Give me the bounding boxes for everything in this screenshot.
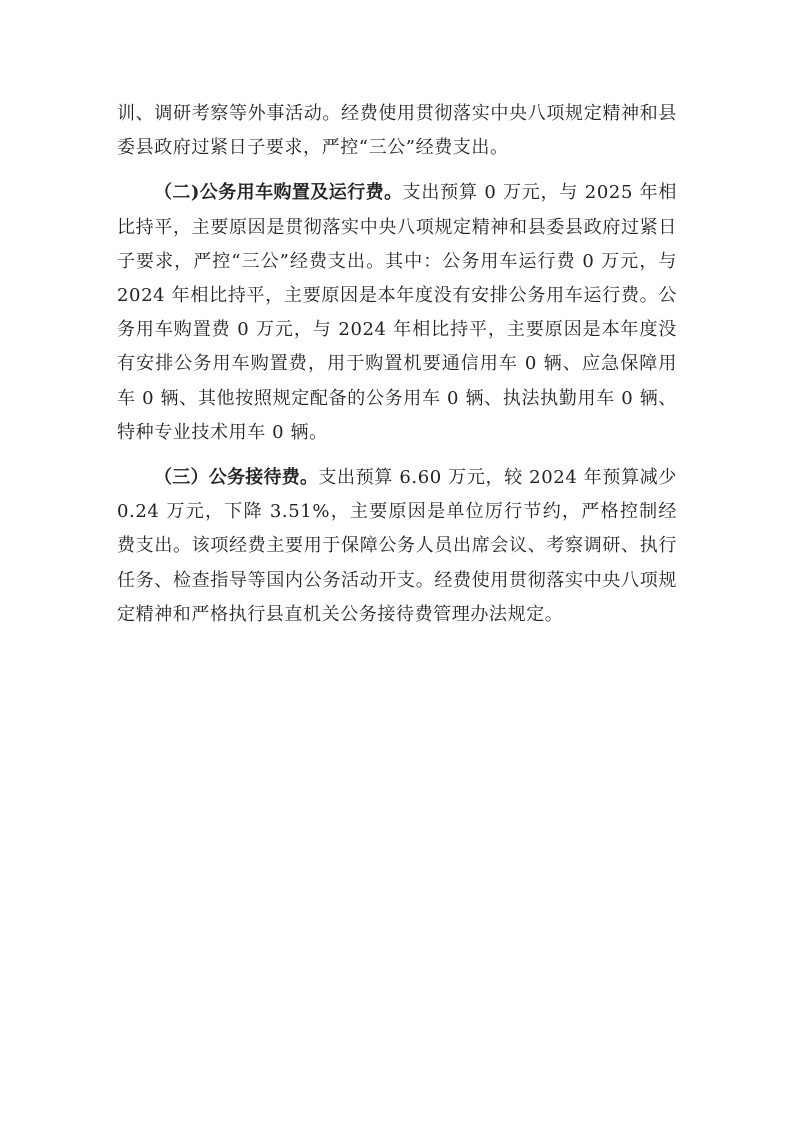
paragraph-reception-costs: [117, 461, 677, 632]
paragraph-2-text: 支出预算 0 万元，与 2025 年相比持平，主要原因是贯彻落实中央八项规定精神和县委县政府过紧日子要求，严控“三公”经费支出。其中：公务用车运行费 0 万元，与 2024 年相比持平，主要原因是本年度没有安排公务用车运行费。公务用车购置费 0 万元，与 2024 年相比持平，主要原因是本年度没有安排公务用车购置费，用于购置机要通信用车 0 辆、应急保障用车 0 辆、其他按照规定配备的公务用车 0 辆、执法执勤用车 0 辆、特种专业技术用车 0 辆。: [117, 182, 677, 443]
section-heading-reception: （三）公务接待费。: [154, 467, 319, 489]
paragraph-vehicle-costs: [117, 176, 677, 450]
document-body: [117, 97, 677, 632]
paragraph-continuation: [117, 97, 677, 165]
section-heading-vehicle: （二)公务用车购置及运行费。: [154, 182, 403, 204]
paragraph-3-text: 支出预算 6.60 万元，较 2024 年预算减少 0.24 万元，下降 3.51%，主要原因是单位厉行节约，严格控制经费支出。该项经费主要用于保障公务人员出席会议、考察调研、执行任务、检查指导等国内公务活动开支。经费使用贯彻落实中央八项规定精神和严格执行县直机关公务接待费管理办法规定。: [117, 467, 677, 625]
paragraph-1-text: 训、调研考察等外事活动。经费使用贯彻落实中央八项规定精神和县委县政府过紧日子要求，严控“三公”经费支出。: [117, 103, 677, 159]
